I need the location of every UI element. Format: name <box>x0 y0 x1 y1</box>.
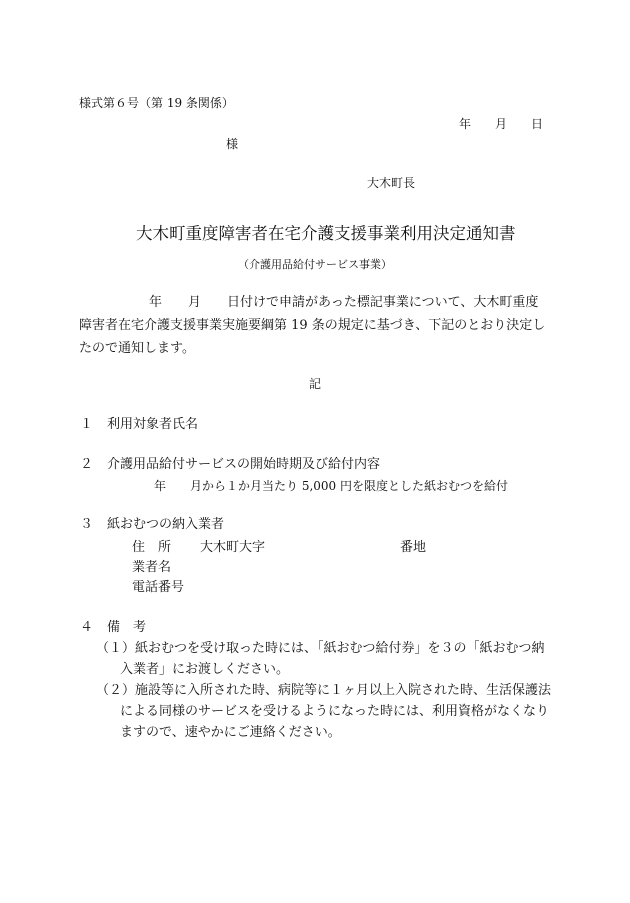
document-title: 大木町重度障害者在宅介護支援事業利用決定通知書 <box>136 224 516 243</box>
address-suffix: 番地 <box>400 540 427 555</box>
date-line: 年 月 日 <box>459 117 544 131</box>
item-4-label: 備 考 <box>107 620 147 635</box>
address-label: 住 所 <box>132 540 172 555</box>
note-2-line-3: ますので、速やかにご連絡ください。 <box>120 725 341 740</box>
item-3-number: ３ <box>80 517 94 532</box>
company-label: 業者名 <box>132 560 172 575</box>
note-2-line-2: による同様のサービスを受けるようになった時には、利用資格がなくなり <box>120 704 550 719</box>
address-value: 大木町大字 <box>200 540 266 555</box>
item-2-label: 介護用品給付サービスの開始時期及び給付内容 <box>107 457 381 472</box>
item-2-number: ２ <box>80 457 94 472</box>
ki-marker: 記 <box>309 377 322 391</box>
issuer-name: 大木町長 <box>367 176 416 190</box>
item-1-label: 利用対象者氏名 <box>107 417 199 432</box>
document-subtitle: （介護用品給付サービス事業） <box>238 258 392 271</box>
form-number: 様式第６号（第 19 条関係） <box>79 96 234 110</box>
note-1-line-1: （１）紙おむつを受け取った時には、「紙おむつ給付券」を３の「紙おむつ納 <box>96 641 545 656</box>
addressee-suffix: 様 <box>226 137 239 151</box>
body-line-3: たので通知します。 <box>79 341 195 356</box>
note-2-line-1: （２）施設等に入所された時、病院等に１ヶ月以上入院された時、生活保護法 <box>96 683 552 698</box>
item-3-label: 紙おむつの納入業者 <box>107 517 225 532</box>
item-4-number: ４ <box>80 620 94 635</box>
note-1-line-2: 入業者」にお渡しください。 <box>120 662 290 677</box>
item-1-number: １ <box>80 417 94 432</box>
phone-label: 電話番号 <box>132 580 185 595</box>
body-line-1: 年 月 日付けで申請があった標記事業について、大木町重度 <box>149 295 539 310</box>
body-line-2: 障害者在宅介護支援事業実施要綱第 19 条の規定に基づき、下記のとおり決定し <box>79 318 546 333</box>
item-2-detail: 年 月から１か月当たり 5,000 円を限度とした紙おむつを給付 <box>154 479 508 493</box>
